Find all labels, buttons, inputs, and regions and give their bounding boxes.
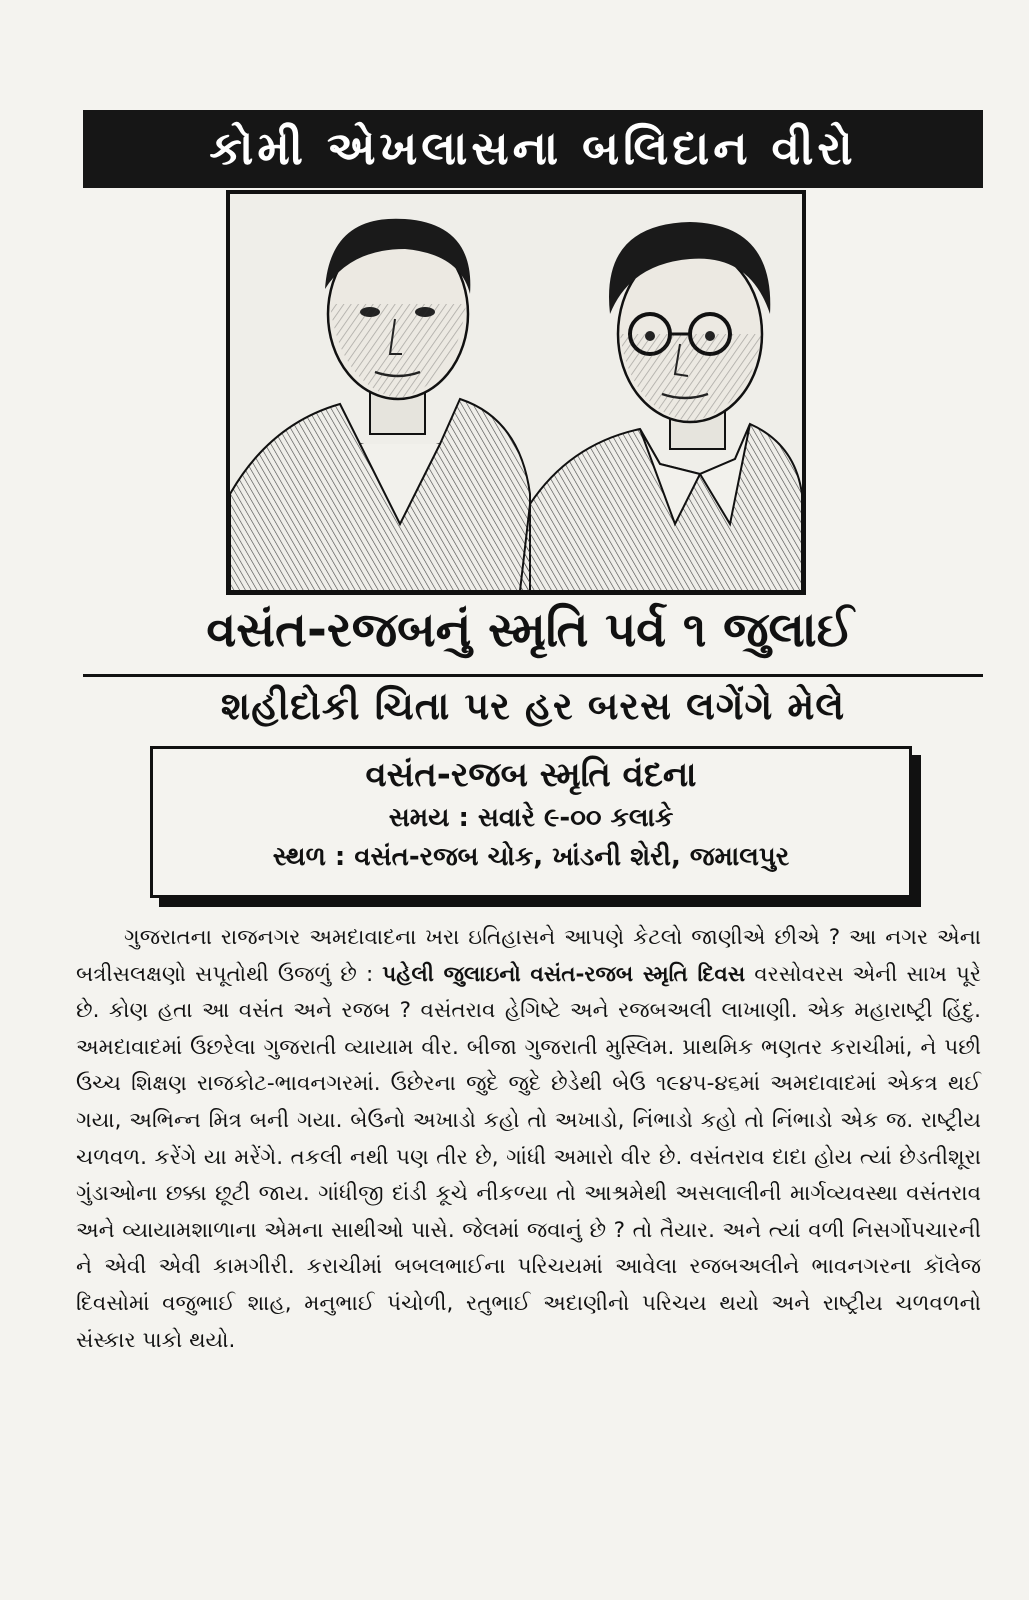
banner-title: કોમી એખલાસના બલિદાન વીરો [83,110,983,188]
headline: વસંત-રજબનું સ્મૃતિ પર્વ ૧ જુલાઈ [206,602,854,658]
left-man-figure [230,219,530,591]
article-body [76,920,981,1359]
article-intro: ગુજરાતના રાજનગર અમદાવાદના ખરા ઇતિહાસને આપણે કેટલો જાણીએ છીએ ? આ નગર એના બત્રીસલક્ષણો સપૂતોથી ઉજળું છે : [76,925,981,987]
two-men-portrait-icon [230,194,802,591]
subheadline: શહીદોકી ચિતા પર હર બરસ લગેંગે મેલે [220,684,846,728]
event-time: સમય : સવારે ૯-૦૦ કલાકે [388,803,674,833]
divider [83,674,983,677]
event-venue: સ્થળ : વસંત-રજબ ચોક, ખાંડની શેરી, જમાલપુર [272,842,790,872]
right-man-figure [520,222,802,591]
event-box [150,746,912,898]
portrait-illustration [226,190,806,595]
article-text: વરસોવરસ એની સાખ પૂરે છે. કોણ હતા આ વસંત અને રજબ ? વસંતરાવ હેગિષ્ટે અને રજબઅલી લાખાણી. એક મહારાષ્ટ્રી હિંદુ. અમદાવાદમાં ઉછરેલા ગુજરાતી વ્યાયામ વીર. બીજા ગુજરાતી મુસ્લિમ. પ્રાથમિક ભણતર કરાચીમાં, ને પછી ઉચ્ચ શિક્ષણ રાજકોટ-ભાવનગરમાં. ઉછેરના જુદે જુદે છેડેથી બેઉ ૧૯૪૫-૪૬માં અમદાવાદમાં એકત્ર થઈ ગયા, અભિન્ન મિત્ર બની ગયા. બેઉનો અખાડો કહો તો અખાડો, નિંભાડો કહો તો નિંભાડો એક જ. રાષ્ટ્રીય ચળવળ. કરેંગે યા મરેંગે. તકલી નથી પણ તીર છે, ગાંધી અમારો વીર છે. વસંતરાવ દાદા હોય ત્યાં છેડતીશૂરા ગુંડાઓના છક્કા છૂટી જાય. ગાંધીજી દાંડી કૂચે નીકળ્યા તો આશ્રમેથી અસલાલીની માર્ગવ્યવસ્થા વસંતરાવ અને વ્યાયામશાળાના એમના સાથીઓ પાસે. જેલમાં જવાનું છે ? તો તૈયાર. અને ત્યાં વળી નિસર્ગોપચારની ને એવી એવી કામગીરી. કરાચીમાં બબલભાઈના પરિચયમાં આવેલા રજબઅલીને ભાવનગરના કૉલેજ દિવસોમાં વજુભાઈ શાહ, મનુભાઈ પંચોળી, રતુભાઈ અદાણીનો પરિચય થયો અને રાષ્ટ્રીય ચળવળનો સંસ્કાર પાકો થયો. [76,961,982,1353]
article-highlight: પહેલી જુલાઇનો વસંત-રજબ સ્મૃતિ દિવસ [382,961,746,987]
event-title: વસંત-રજબ સ્મૃતિ વંદના [365,755,697,795]
